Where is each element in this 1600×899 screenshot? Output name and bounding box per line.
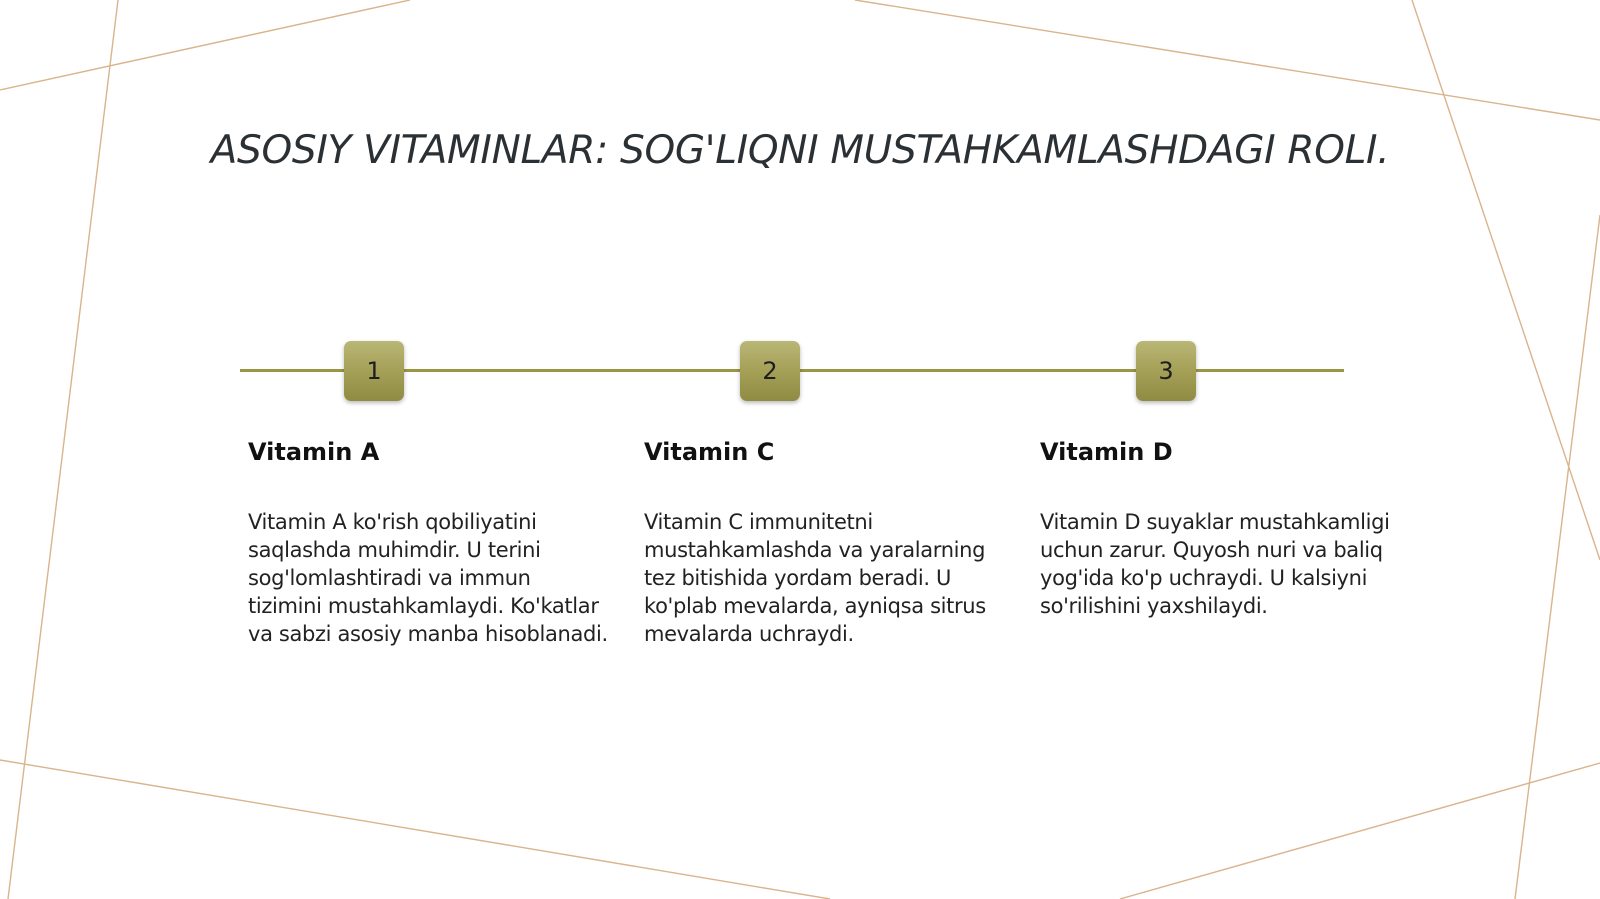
frame-line bbox=[1515, 215, 1600, 899]
vitamin-column-3 bbox=[1040, 438, 1400, 620]
vitamin-heading: Vitamin D bbox=[1040, 438, 1173, 466]
step-marker-3: 3 bbox=[1136, 341, 1196, 401]
frame-line bbox=[0, 760, 830, 899]
vitamin-column-2 bbox=[644, 438, 1004, 648]
frame-line bbox=[0, 0, 410, 90]
step-marker-1: 1 bbox=[344, 341, 404, 401]
step-marker-2: 2 bbox=[740, 341, 800, 401]
vitamin-description: Vitamin A ko'rish qobiliyatini saqlashda muhimdir. U terini sog'lomlashtiradi va immun tizimini mustahkamlaydi. Ko'katlar va sabzi asosiy manba hisoblanadi. bbox=[248, 510, 608, 646]
frame-line bbox=[855, 0, 1600, 120]
frame-line bbox=[1120, 763, 1600, 899]
vitamin-description: Vitamin D suyaklar mustahkamligi uchun zarur. Quyosh nuri va baliq yog'ida ko'p uchraydi. U kalsiyni so'rilishini yaxshilaydi. bbox=[1040, 510, 1390, 618]
vitamin-heading: Vitamin A bbox=[248, 438, 380, 466]
vitamin-column-1 bbox=[248, 438, 608, 648]
vitamin-heading: Vitamin C bbox=[644, 438, 775, 466]
vitamin-description: Vitamin C immunitetni mustahkamlashda va yaralarning tez bitishida yordam beradi. U ko'plab mevalarda, ayniqsa sitrus mevalarda uchraydi. bbox=[644, 510, 986, 646]
slide-title: ASOSIY VITAMINLAR: SOG'LIQNI MUSTAHKAMLASHDAGI ROLI. bbox=[210, 128, 1390, 173]
frame-line bbox=[1412, 0, 1600, 560]
